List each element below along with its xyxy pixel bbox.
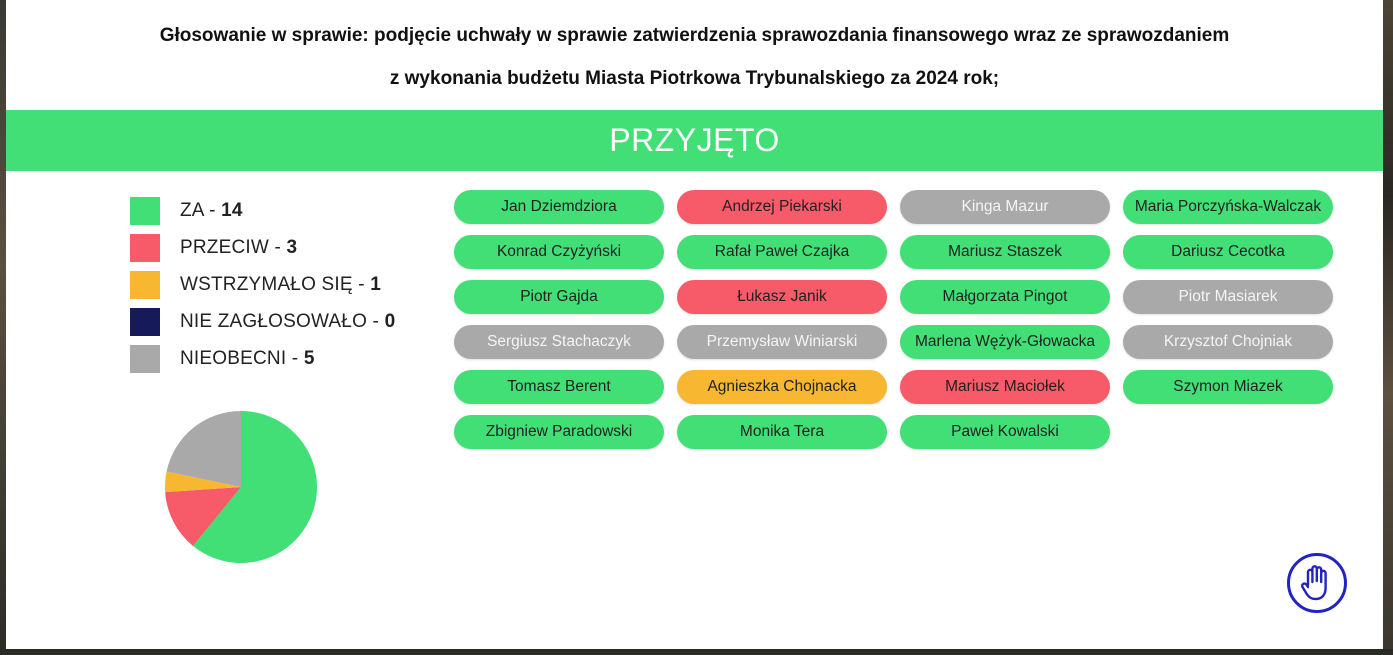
- vote-pill-przeciw: Andrzej Piekarski: [677, 190, 887, 224]
- legend-item-nie-zaglosowalo: NIE ZAGŁOSOWAŁO - 0: [130, 303, 395, 340]
- vote-pill-wstrzymal: Agnieszka Chojnacka: [677, 370, 887, 404]
- vote-pill-nieobecny: Przemysław Winiarski: [677, 325, 887, 359]
- legend-item-wstrzymalo: WSTRZYMAŁO SIĘ - 1: [130, 266, 395, 303]
- result-banner: PRZYJĘTO: [6, 110, 1383, 171]
- legend-swatch-nieobecni: [130, 345, 160, 373]
- vote-pill-za: Dariusz Cecotka: [1123, 235, 1333, 269]
- vote-title-line2: z wykonania budżetu Miasta Piotrkowa Trybunalskiego za 2024 rok;: [389, 68, 1000, 89]
- vote-pill-za: Tomasz Berent: [454, 370, 664, 404]
- vote-pill-za: Maria Porczyńska-Walczak: [1123, 190, 1333, 224]
- vote-pill-nieobecny: Kinga Mazur: [900, 190, 1110, 224]
- raised-hand-icon: [1298, 563, 1336, 603]
- legend-item-przeciw: PRZECIW - 3: [130, 229, 395, 266]
- legend-count-wstrzymalo: 1: [370, 273, 382, 295]
- legend-label-nieobecni: NIEOBECNI: [180, 347, 287, 369]
- legend-count-nieobecni: 5: [303, 347, 315, 369]
- vote-title: [6, 14, 1383, 100]
- legend-swatch-wstrzymalo: [130, 271, 160, 299]
- vote-pill-nieobecny: Krzysztof Chojniak: [1123, 325, 1333, 359]
- vote-pill-przeciw: Mariusz Maciołek: [900, 370, 1110, 404]
- vote-pill-za: Marlena Wężyk-Głowacka: [900, 325, 1110, 359]
- vote-pill-za: Piotr Gajda: [454, 280, 664, 314]
- vote-pill-za: Jan Dziemdziora: [454, 190, 664, 224]
- legend-item-nieobecni: NIEOBECNI - 5: [130, 340, 395, 377]
- raise-hand-button[interactable]: [1287, 553, 1347, 613]
- vote-pill-za: Rafał Paweł Czajka: [677, 235, 887, 269]
- vote-pill-za: Monika Tera: [677, 415, 887, 449]
- legend-item-za: ZA - 14: [130, 192, 395, 229]
- vote-title-line1: Głosowanie w sprawie: podjęcie uchwały w sprawie zatwierdzenia sprawozdania finansowego wraz ze sprawozdaniem: [159, 25, 1230, 46]
- legend-label-za: ZA: [180, 199, 204, 221]
- legend-swatch-za: [130, 197, 160, 225]
- legend-count-za: 14: [221, 199, 243, 221]
- legend-label-przeciw: PRZECIW: [180, 236, 270, 258]
- legend-count-przeciw: 3: [286, 236, 298, 258]
- legend-swatch-nie-zaglosowalo: [130, 308, 160, 336]
- video-frame-bottom: [0, 649, 1393, 655]
- vote-pill-za: Konrad Czyżyński: [454, 235, 664, 269]
- legend-label-nie-zaglosowalo: NIE ZAGŁOSOWAŁO: [180, 310, 368, 332]
- vote-pill-za: Mariusz Staszek: [900, 235, 1110, 269]
- legend-label-wstrzymalo: WSTRZYMAŁO SIĘ: [180, 273, 353, 295]
- vote-pill-za: Paweł Kowalski: [900, 415, 1110, 449]
- vote-pill-za: Szymon Miazek: [1123, 370, 1333, 404]
- vote-pie-chart: [164, 410, 318, 564]
- legend-count-nie-zaglosowalo: 0: [384, 310, 396, 332]
- vote-pill-nieobecny: Piotr Masiarek: [1123, 280, 1333, 314]
- vote-pill-przeciw: Łukasz Janik: [677, 280, 887, 314]
- vote-pill-za: Małgorzata Pingot: [900, 280, 1110, 314]
- video-frame-right: [1383, 0, 1393, 655]
- voting-screen: [6, 0, 1383, 649]
- vote-pill-za: Zbigniew Paradowski: [454, 415, 664, 449]
- vote-pill-nieobecny: Sergiusz Stachaczyk: [454, 325, 664, 359]
- legend-swatch-przeciw: [130, 234, 160, 262]
- vote-legend: [130, 192, 395, 377]
